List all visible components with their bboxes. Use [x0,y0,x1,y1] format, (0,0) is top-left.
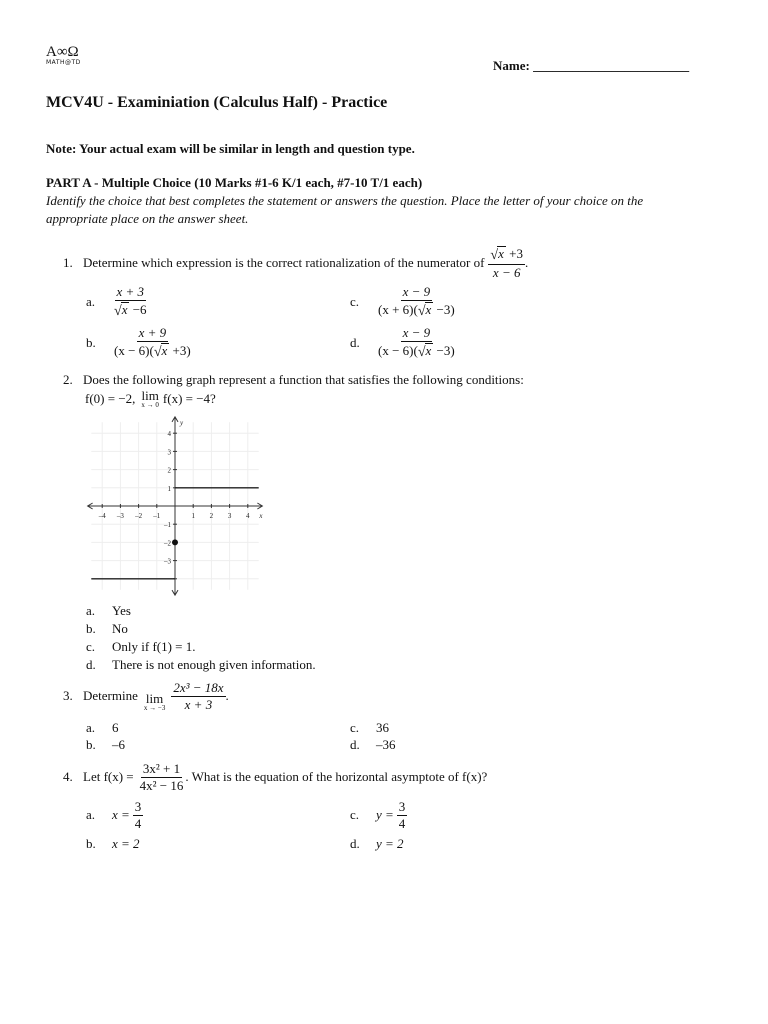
page-title: MCV4U - Examiniation (Calculus Half) - Practice [46,94,388,111]
q3-option-b[interactable]: b. –6 [86,737,125,752]
q4-option-b[interactable]: b. x = 2 [86,836,140,851]
q4-option-d[interactable]: d. y = 2 [350,836,404,851]
radical-icon: √ [490,248,499,263]
radical-icon: √ [417,303,426,319]
instructions-line-2: appropriate place on the answer sheet. [46,211,249,226]
instructions-line-1: Identify the choice that best completes the statement or answers the question. Place the letter of your choice on the [46,193,644,208]
y-tick-label: 3 [167,448,171,457]
q1-option-c[interactable]: c. $\frac{x - 9}{(x + 6)(√x -3)}$ [350,284,455,319]
question-stem: Determine which expression is the correct rationalization of the numerator of [83,254,485,270]
question-3: 3. Determine lim x → −3 $\frac{\text{2x³ − 18x}}{x + 3}$ . [63,680,229,713]
x-tick-label: –1 [153,512,161,520]
logo-subtext: MATH@TD [46,59,81,66]
question-stem: Does the following graph represent a function that satisfies the following conditions: [83,372,524,387]
question-2 [63,372,524,388]
part-a-heading: PART A - Multiple Choice (10 Marks #1-6 K/1 each, #7-10 T/1 each) [46,175,423,190]
limit-notation: lim x → 0 [141,388,159,409]
function-graph [86,415,266,605]
x-tick-label: 2 [209,512,214,520]
x-tick-label: 1 [191,512,195,520]
q4-option-c[interactable]: c. y = $\frac{3}{4}$ [350,799,406,831]
q4-expression: $\frac{\text{3x² + 1}}{\text{4x² − 16}}$ [139,761,184,793]
y-tick-label: 4 [167,430,171,439]
radical-icon: √ [153,344,162,360]
question-number: 2. [63,372,73,387]
x-tick-label: –3 [116,512,124,520]
q2-options [86,602,316,674]
radical-icon: √ [114,303,122,319]
y-tick-label: –2 [164,539,171,548]
q2-conditions: f(0) = −2, lim x → 0 f(x) = −4? [85,388,216,409]
question-number: 3. [63,688,73,704]
question-4: 4. Let f(x) = $\frac{\text{3x² + 1}}{\text{4x² − 16}}$ . What is the equation of the horizontal asymptote of f(x)? [63,761,488,793]
q2-option-b[interactable]: b. No [86,621,128,636]
y-axis-label: y [180,418,184,427]
y-tick-label: 1 [167,484,171,493]
q2-option-a[interactable]: a. Yes [86,603,131,618]
radical-icon: √ [417,344,426,360]
x-tick-label: –2 [135,512,143,520]
option-fraction: $\frac{x - 9}{(x + 6)(√x -3)}$ [378,284,455,319]
y-tick-label: 2 [167,466,171,475]
question-number: 4. [63,769,73,785]
x-tick-label: 4 [246,512,250,520]
question-number: 1. [63,254,73,270]
q3-option-d[interactable]: d. –36 [350,737,396,752]
name-field[interactable]: Name: ________________________ [493,58,690,73]
question-1: 1. Determine which expression is the correct rationalization of the numerator of $\frac{√x +3}{x - 6}$ . [63,246,529,280]
exam-note: Note: Your actual exam will be similar in length and question type. [46,141,415,156]
logo-symbol: A∞Ω [46,44,79,60]
closed-point [172,539,178,545]
q4-option-a[interactable]: a. x = $\frac{3}{4}$ [86,799,142,831]
q3-option-c[interactable]: c. 36 [350,720,389,735]
part-a-instructions [46,192,643,228]
y-tick-label: –3 [164,557,171,566]
option-fraction: $\frac{x + 9}{(x - 6)(√x +3)}$ [114,325,191,360]
q2-option-d[interactable]: d. There is not enough given information. [86,657,316,672]
q1-option-b[interactable]: b. $\frac{x + 9}{(x - 6)(√x +3)}$ [86,325,191,360]
q3-expression: $\frac{\text{2x³ − 18x}}{x + 3}$ [173,680,224,712]
q1-expression: $\frac{√x +3}{x - 6}$ [490,246,523,280]
x-tick-label: –4 [98,512,106,520]
q2-option-c[interactable]: c. Only if f(1) = 1. [86,639,196,654]
option-fraction: $\frac{x + 3}{√x -6}$ [114,284,147,319]
question-stem: Determine [83,688,138,704]
limit-notation: lim x → −3 [143,691,166,713]
logo [46,45,81,66]
q1-option-d[interactable]: d. $\frac{x - 9}{(x - 6)(√x -3)}$ [350,325,455,360]
option-fraction: $\frac{x - 9}{(x - 6)(√x -3)}$ [378,325,455,360]
x-tick-label: 3 [227,512,232,520]
y-tick-label: –1 [164,521,171,530]
q1-option-a[interactable]: a. $\frac{x + 3}{√x -6}$ [86,284,147,319]
q3-option-a[interactable]: a. 6 [86,720,119,735]
x-axis-label: x [259,512,263,520]
